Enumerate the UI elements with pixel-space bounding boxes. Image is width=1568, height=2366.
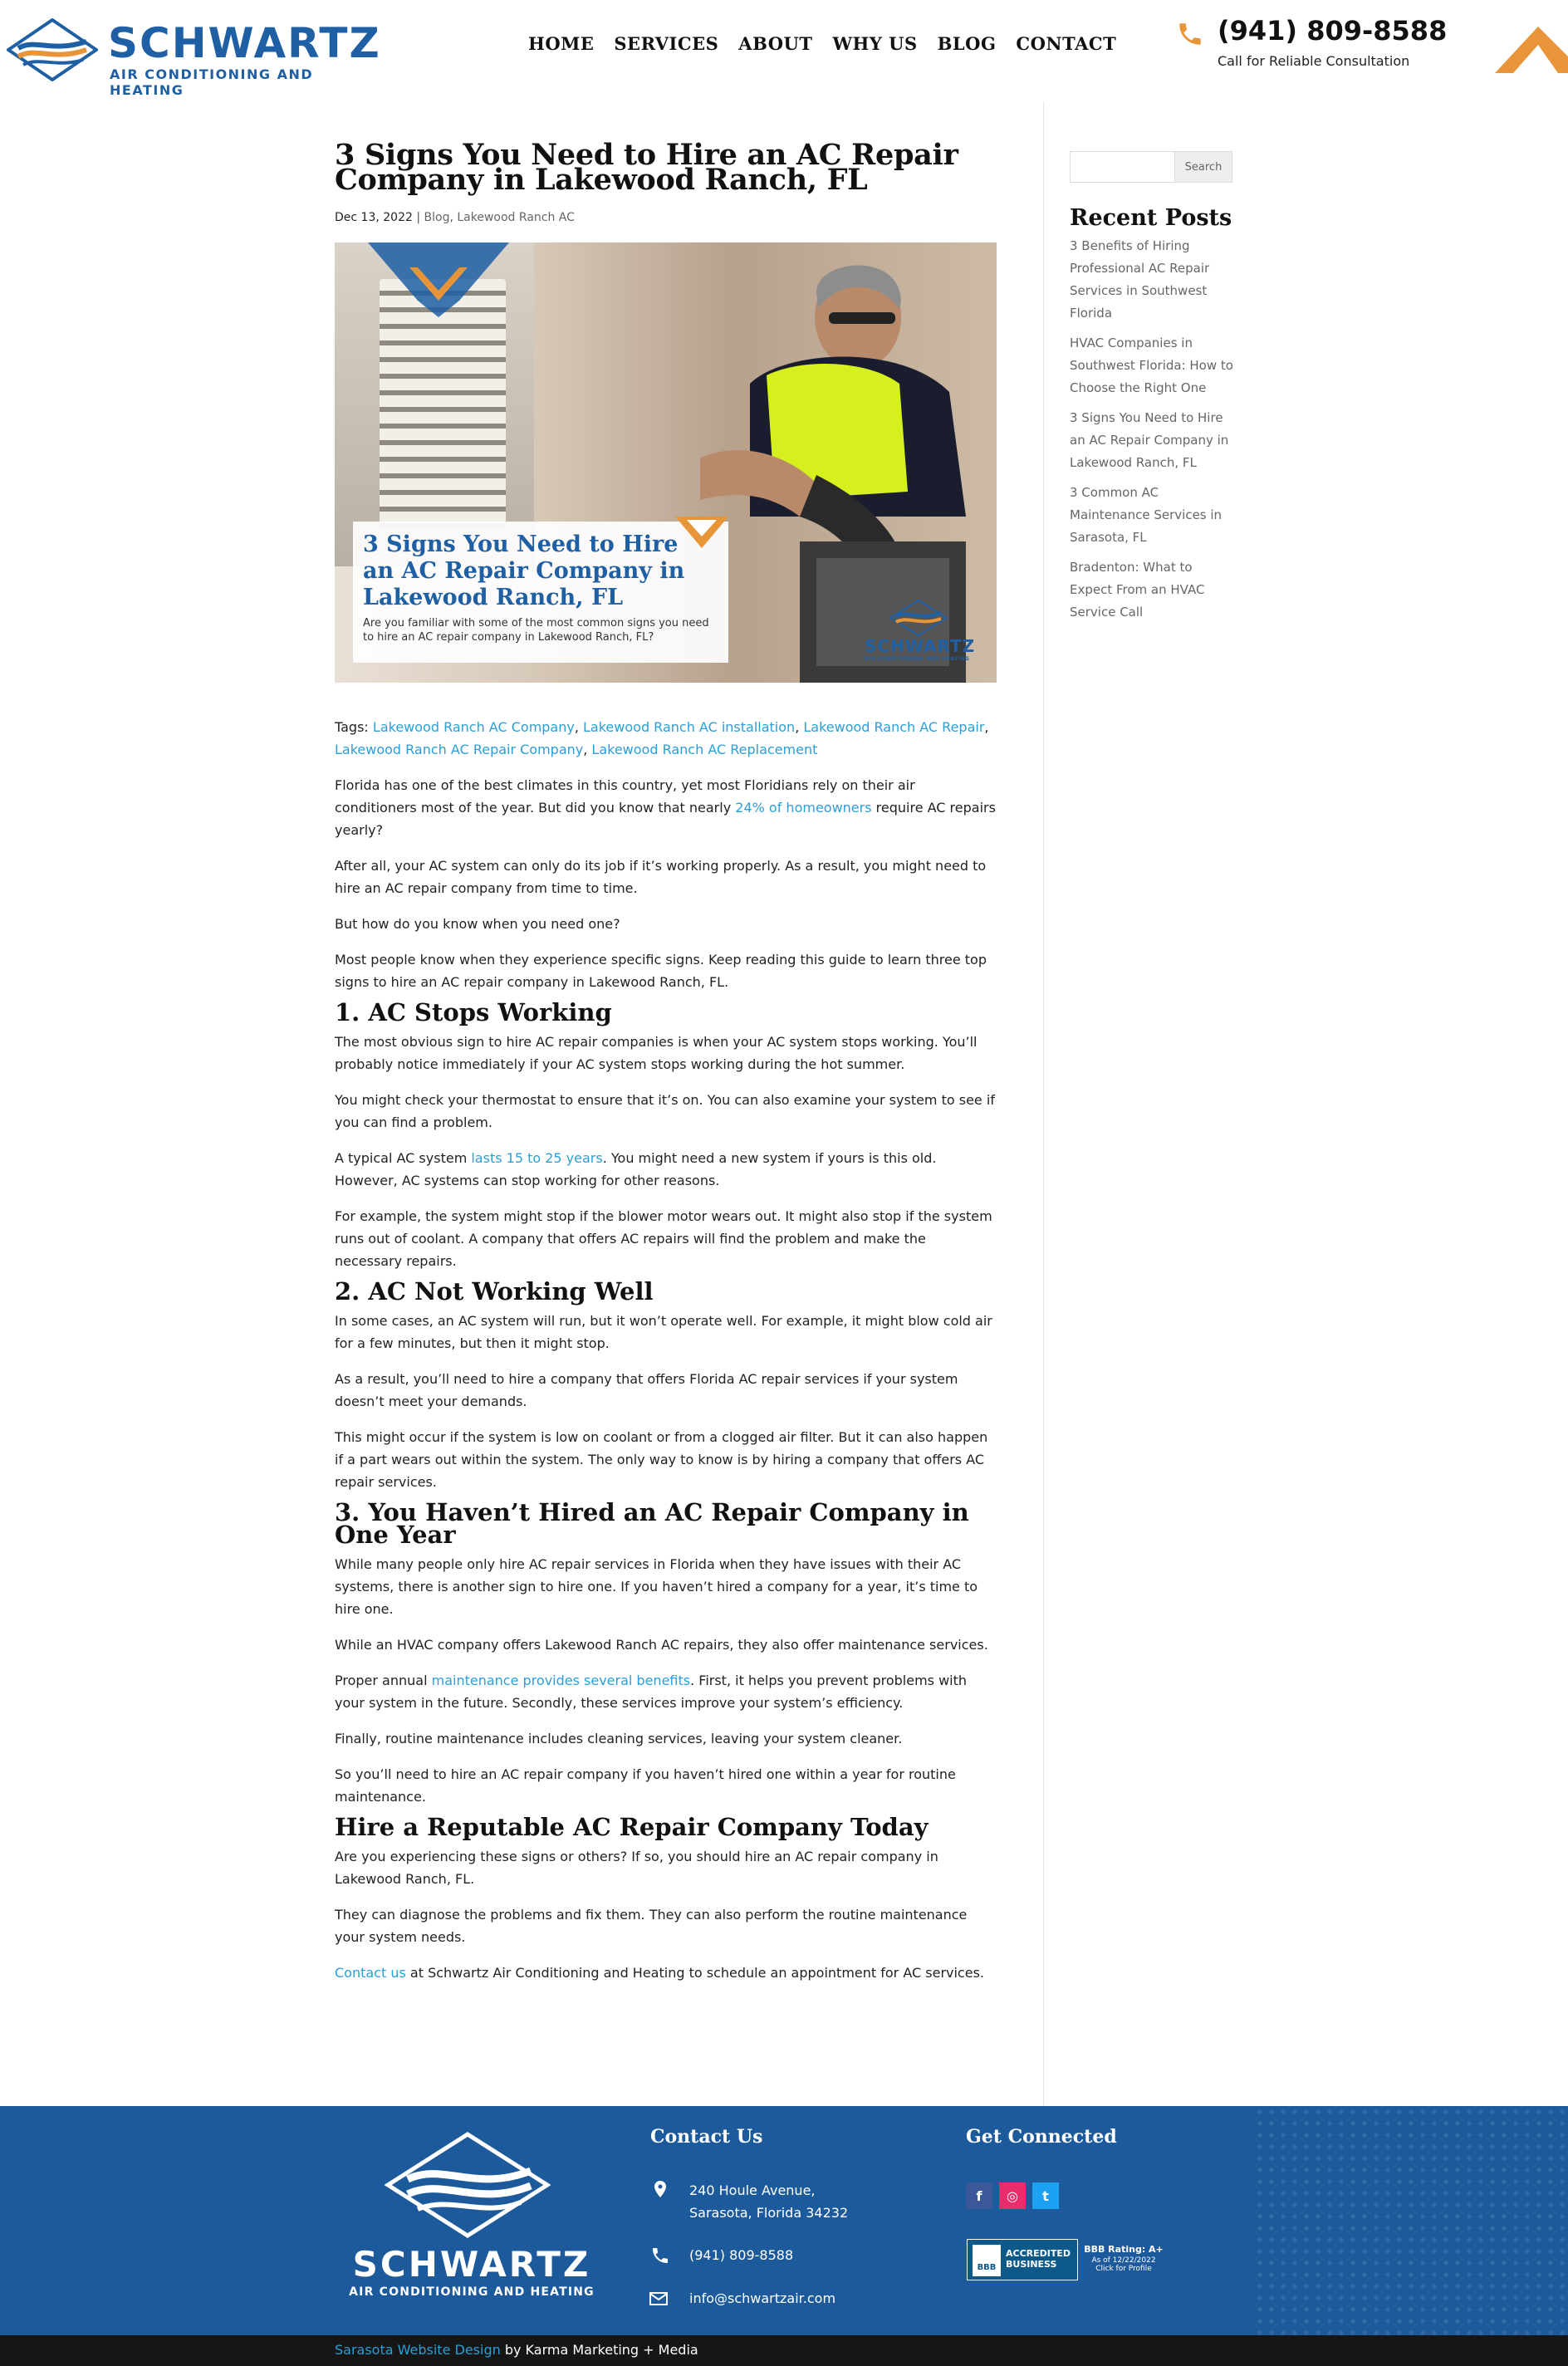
nav-services[interactable]: SERVICES (614, 33, 719, 54)
credit-bar (0, 2335, 1568, 2366)
recent-post-link[interactable]: HVAC Companies in Southwest Florida: How to Choose the Right One (1070, 336, 1233, 395)
article-paragraph: But how do you know when you need one? (335, 916, 620, 932)
paragraph-text: . You might need a new system if yours is this old. However, AC systems can stop working for other reasons. (335, 1150, 937, 1188)
section-heading: 1. AC Stops Working (335, 998, 612, 1026)
paragraph-text: Proper annual (335, 1673, 432, 1688)
article (335, 138, 997, 1984)
nav-about[interactable]: ABOUT (738, 33, 813, 54)
chevron-down-icon (675, 517, 728, 550)
chevron-down-icon (368, 242, 509, 317)
sidebar-divider (1043, 101, 1044, 2106)
paragraph-text: A typical AC system (335, 1150, 472, 1166)
bbb-business-label: BUSINESS (1006, 2259, 1057, 2270)
envelope-icon (649, 2289, 669, 2309)
bbb-accredited-label: ACCREDITED (1006, 2248, 1071, 2259)
article-paragraph (335, 1147, 997, 1192)
recent-post-link[interactable]: 3 Signs You Need to Hire an AC Repair Company in Lakewood Ranch, FL (1070, 410, 1229, 470)
site-footer (0, 2106, 1568, 2335)
bbb-accredited-text (1006, 2248, 1071, 2270)
featured-image-logo (865, 600, 981, 666)
phone-icon (1176, 20, 1204, 48)
instagram-icon[interactable]: ◎ (999, 2182, 1026, 2209)
section-heading: 2. AC Not Working Well (335, 1277, 654, 1305)
phone-icon (650, 2246, 670, 2266)
footer-address-line2: Sarasota, Florida 34232 (689, 2205, 849, 2221)
bbb-accredited-panel (967, 2239, 1078, 2280)
maintenance-link[interactable]: maintenance provides several benefits (431, 1673, 691, 1688)
meta-separator: | (412, 211, 424, 224)
footer-address-line1: 240 Houle Avenue, (689, 2182, 816, 2198)
paragraph-text: require AC repairs yearly? (335, 800, 996, 838)
paragraph-text: . First, it helps you prevent problems with your system in the future. Secondly, these services improve your system’s efficiency. (335, 1673, 968, 1711)
article-paragraph: Most people know when they experience specific signs. Keep reading this guide to learn three top signs to hire an AC repair company in Lakewood Ranch, FL. (335, 952, 987, 990)
article-paragraph: They can diagnose the problems and fix them. They can also perform the routine maintenance your system needs. (335, 1907, 968, 1945)
footer-pattern (1254, 2106, 1568, 2335)
article-paragraph: So you’ll need to hire an AC repair company if you haven’t hired one within a year for routine maintenance. (335, 1766, 956, 1805)
section-heading: 3. You Haven’t Hired an AC Repair Company in One Year (335, 1498, 969, 1549)
article-paragraph: In some cases, an AC system will run, but it won’t operate well. For example, it might blow cold air for a few minutes, but then it might stop. (335, 1313, 992, 1351)
logo-diamond-icon (889, 600, 948, 636)
featured-image-text: Are you familiar with some of the most common signs you need to hire an AC repair company in Lakewood Ranch, FL? (363, 617, 709, 644)
article-paragraph (335, 1962, 997, 1984)
facebook-icon[interactable]: f (966, 2182, 992, 2209)
recent-post-link[interactable]: 3 Common AC Maintenance Services in Sarasota, FL (1070, 485, 1223, 545)
site-header (0, 0, 1568, 100)
contact-us-link[interactable]: Contact us (335, 1965, 406, 1981)
nav-home[interactable]: HOME (528, 33, 595, 54)
featured-image-title: 3 Signs You Need to Hire an AC Repair Company in Lakewood Ranch, FL (363, 531, 685, 610)
footer-logo[interactable] (335, 2131, 609, 2297)
credit-rest: by Karma Marketing + Media (500, 2342, 698, 2358)
category-link-lakewood[interactable]: Lakewood Ranch AC (457, 211, 575, 224)
category-link-blog[interactable]: Blog (424, 211, 450, 224)
article-paragraph: While many people only hire AC repair services in Florida when they have issues with their AC systems, there is another sign to hire one. If you haven’t hired a company for a year, it’s time to hire one. (335, 1556, 978, 1617)
bbb-badge[interactable] (967, 2239, 1166, 2280)
tag-link[interactable]: Lakewood Ranch AC Replacement (591, 742, 818, 757)
nav-blog[interactable]: BLOG (937, 33, 997, 54)
stat-link[interactable]: 24% of homeowners (735, 800, 872, 816)
logo-wordmark: SCHWARTZ (108, 19, 381, 67)
footer-email[interactable]: info@schwartzair.com (689, 2290, 836, 2306)
article-paragraph: While an HVAC company offers Lakewood Ranch AC repairs, they also offer maintenance services. (335, 1637, 988, 1653)
chevron-up-icon (1495, 20, 1568, 73)
article-paragraph: After all, your AC system can only do its job if it’s working properly. As a result, you might need to hire an AC repair company from time to time. (335, 858, 987, 896)
article-paragraph: The most obvious sign to hire AC repair companies is when your AC system stops working. You’ll probably notice immediately if your AC system stops working during the hot summer. (335, 1034, 978, 1072)
credit-text (335, 2342, 698, 2358)
section-heading: Hire a Reputable AC Repair Company Today (335, 1813, 929, 1841)
footer-contact-heading: Contact Us (650, 2126, 763, 2148)
footer-connect-heading: Get Connected (966, 2126, 1117, 2148)
article-paragraph (335, 1669, 997, 1714)
header-phone-caption: Call for Reliable Consultation (1218, 53, 1410, 69)
recent-post-link[interactable]: 3 Benefits of Hiring Professional AC Repair Services in Southwest Florida (1070, 238, 1210, 321)
post-title: 3 Signs You Need to Hire an AC Repair Company in Lakewood Ranch, FL (335, 138, 958, 197)
bbb-rating-panel (1081, 2239, 1166, 2280)
paragraph-text: at Schwartz Air Conditioning and Heating to schedule an appointment for AC services. (405, 1965, 984, 1981)
footer-logo-tagline: AIR CONDITIONING AND HEATING (349, 2285, 595, 2299)
site-logo[interactable] (7, 18, 381, 98)
twitter-icon[interactable]: t (1032, 2182, 1059, 2209)
logo-diamond-icon (385, 2131, 551, 2239)
article-paragraph: You might check your thermostat to ensure that it’s on. You can also examine your system to see if you can find a problem. (335, 1092, 995, 1130)
post-date: Dec 13, 2022 (335, 211, 413, 224)
recent-posts-heading: Recent Posts (1070, 205, 1232, 231)
nav-contact[interactable]: CONTACT (1016, 33, 1117, 54)
post-meta: Dec 13, 2022 | Blog, Lakewood Ranch AC (335, 211, 575, 224)
lifespan-link[interactable]: lasts 15 to 25 years (471, 1150, 603, 1166)
recent-post-link[interactable]: Bradenton: What to Expect From an HVAC Service Call (1070, 560, 1205, 620)
article-paragraph: Finally, routine maintenance includes cleaning services, leaving your system cleaner. (335, 1731, 903, 1746)
featured-image-caption (353, 522, 728, 663)
logo-diamond-icon (7, 18, 98, 81)
header-phone-number[interactable]: (941) 809-8588 (1218, 15, 1448, 47)
search-input[interactable] (1070, 151, 1174, 183)
header-phone[interactable] (1176, 15, 1458, 73)
paragraph-text: Florida has one of the best climates in this country, yet most Floridians rely on their air conditioners most of the year. But did you know that nearly (335, 777, 915, 816)
tag-link[interactable]: Lakewood Ranch AC Repair Company (335, 742, 584, 757)
bbb-as-of: As of 12/22/2022 (1091, 2256, 1156, 2265)
footer-phone[interactable]: (941) 809-8588 (689, 2247, 794, 2263)
article-paragraph (335, 774, 997, 841)
tag-link[interactable]: Lakewood Ranch AC Repair (803, 719, 985, 735)
footer-logo-wordmark: SCHWARTZ (352, 2244, 591, 2285)
bbb-seal-icon: BBB (973, 2245, 1001, 2276)
recent-posts-list (1070, 235, 1234, 624)
nav-why-us[interactable]: WHY US (832, 33, 918, 54)
credit-link[interactable]: Sarasota Website Design (335, 2342, 501, 2358)
sidebar (1070, 151, 1234, 631)
article-paragraph: This might occur if the system is low on coolant or from a clogged air filter. But it can also happen if a part wears out within the system. The only way to know is by hiring a company that offers AC repair services. (335, 1429, 988, 1490)
article-paragraph: For example, the system might stop if the blower motor wears out. It might also stop if the system runs out of coolant. A company that offers AC repairs will find the problem and make the necessary repairs. (335, 1208, 992, 1269)
logo-tagline: AIR CONDITIONING AND HEATING (110, 66, 314, 98)
main-nav (528, 33, 1116, 54)
tag-link[interactable]: Lakewood Ranch AC Company (372, 719, 575, 735)
post-tags: Tags: Lakewood Ranch AC Company, Lakewood Ranch AC installation, Lakewood Ranch AC Repair, Lakewood Ranch AC Repair Company, Lakewood Ranch AC Replacement (335, 719, 989, 757)
article-paragraph: Are you experiencing these signs or others? If so, you should hire an AC repair company in Lakewood Ranch, FL. (335, 1849, 938, 1887)
tags-label: Tags: (335, 719, 373, 735)
featured-logo-wordmark: SCHWARTZ (865, 636, 976, 656)
article-paragraph: As a result, you’ll need to hire a company that offers Florida AC repair services if your system doesn’t meet your demands. (335, 1371, 958, 1409)
search-button[interactable]: Search (1174, 151, 1232, 183)
featured-logo-tagline: AIR CONDITIONING AND HEATING (865, 656, 970, 662)
location-pin-icon (650, 2179, 670, 2199)
bbb-click-profile: Click for Profile (1095, 2265, 1152, 2273)
bbb-rating: BBB Rating: A+ (1084, 2244, 1164, 2255)
tag-link[interactable]: Lakewood Ranch AC installation (583, 719, 796, 735)
featured-image (335, 242, 997, 683)
search-form (1070, 151, 1234, 183)
